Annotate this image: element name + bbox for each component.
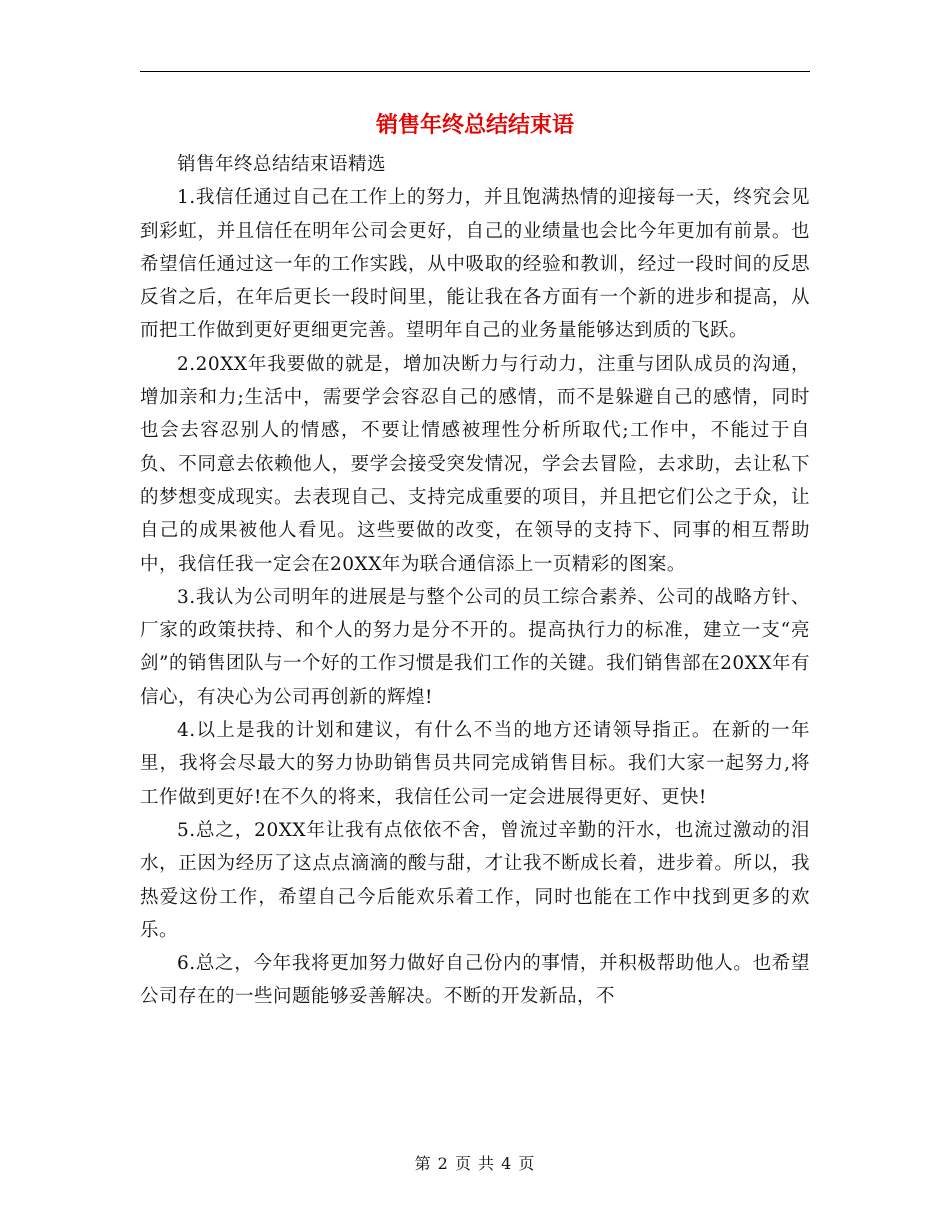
page-number-footer: 第 2 页 共 4 页 (414, 1154, 536, 1173)
paragraph-subtitle: 销售年终总结结束语精选 (177, 154, 387, 175)
header-rule (140, 71, 810, 72)
paragraph-5: 5.总之，20XX年让我有点依依不舍，曾流过辛勤的汗水，也流过激动的泪水，正因为经历了这点点滴滴的酸与甜，才让我不断成长着，进步着。所以，我热爱这份工作，希望自己今后能欢乐着工作，同时也能在工作中找到更多的欢乐。 (140, 819, 810, 941)
document-title: 销售年终总结结束语 (375, 113, 574, 138)
paragraph-1: 1.我信任通过自己在工作上的努力，并且饱满热情的迎接每一天，终究会见到彩虹，并且信任在明年公司会更好，自己的业绩量也会比今年更加有前景。也希望信任通过这一年的工作实践，从中吸取的经验和教训，经过一段时间的反思反省之后，在年后更长一段时间里，能让我在各方面有一个新的进步和提高，从而把工作做到更好更细更完善。望明年自己的业务量能够达到质的飞跃。 (140, 187, 810, 342)
paragraph-3: 3.我认为公司明年的进展是与整个公司的员工综合素养、公司的战略方针、厂家的政策扶持、和个人的努力是分不开的。提高执行力的标准，建立一支“亮剑”的销售团队与一个好的工作习惯是我们工作的关键。我们销售部在20XX年有信心，有决心为公司再创新的辉煌! (140, 586, 810, 708)
document-body (140, 148, 810, 1014)
paragraph-6: 6.总之，今年我将更加努力做好自己份内的事情，并积极帮助他人。也希望公司存在的一些问题能够妥善解决。不断的开发新品，不 (140, 953, 810, 1008)
paragraph-2: 2.20XX年我要做的就是，增加决断力与行动力，注重与团队成员的沟通，增加亲和力;生活中，需要学会容忍自己的感情，而不是躲避自己的感情，同时也会去容忍别人的情感，不要让情感被理性分析所取代;工作中，不能过于自负、不同意去依赖他人，要学会接受突发情况，学会去冒险，去求助，去让私下的梦想变成现实。去表现自己、支持完成重要的项目，并且把它们公之于众，让自己的成果被他人看见。这些要做的改变，在领导的支持下、同事的相互帮助中，我信任我一定会在20XX年为联合通信添上一页精彩的图案。 (140, 353, 810, 575)
paragraph-4: 4.以上是我的计划和建议，有什么不当的地方还请领导指正。在新的一年里，我将会尽最大的努力协助销售员共同完成销售目标。我们大家一起努力,将工作做到更好!在不久的将来，我信任公司一定会进展得更好、更快! (140, 720, 810, 808)
